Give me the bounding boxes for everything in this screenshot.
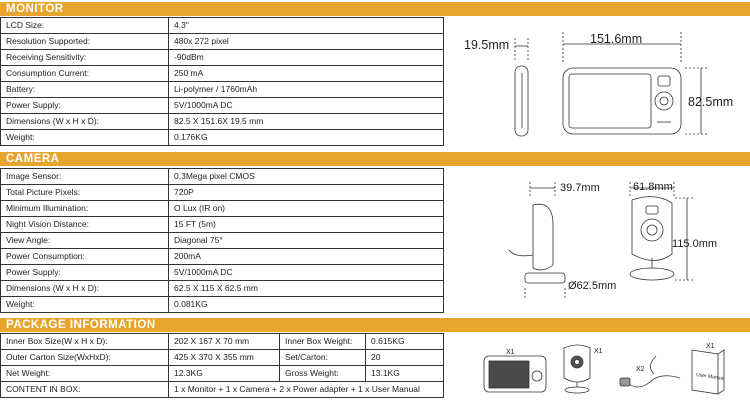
spec-value: Diagonal 75°	[169, 233, 444, 249]
spec-label: Receiving Sensitivity:	[1, 50, 169, 66]
table-row	[1, 350, 444, 366]
table-cell-value: 425 X 370 X 355 mm	[169, 350, 280, 366]
spec-value: 5V/1000mA DC	[169, 265, 444, 281]
table-row	[1, 114, 444, 130]
package-info-table	[0, 333, 444, 398]
table-cell-value: 202 X 167 X 70 mm	[169, 334, 280, 350]
manual-quantity-label: X1	[706, 343, 715, 350]
table-row	[1, 130, 444, 146]
table-row	[1, 185, 444, 201]
spec-label: Minimum Illumination:	[1, 201, 169, 217]
spec-label: Weight:	[1, 130, 169, 146]
spec-label: Power Consumption:	[1, 249, 169, 265]
table-row	[1, 297, 444, 313]
table-cell-label: Set/Carton:	[280, 350, 366, 366]
monitor-spec-table	[0, 17, 444, 146]
monitor-height-dimension: 82.5mm	[688, 95, 734, 109]
table-cell-label: Gross Weight:	[280, 366, 366, 382]
spec-label: Battery:	[1, 82, 169, 98]
table-row	[1, 18, 444, 34]
table-row	[1, 249, 444, 265]
table-row	[1, 334, 444, 350]
camera-base-dimension: Ø62.5mm	[568, 280, 617, 292]
manual-cover-text: User Manual	[695, 372, 725, 382]
table-row	[1, 233, 444, 249]
table-row	[1, 50, 444, 66]
table-row	[1, 265, 444, 281]
spec-label: Power Supply:	[1, 265, 169, 281]
table-cell-value: 12.3KG	[169, 366, 280, 382]
table-cell-value: 13.1KG	[366, 366, 444, 382]
spec-label: Resolution Supported:	[1, 34, 169, 50]
spec-value: -90dBm	[169, 50, 444, 66]
spec-label: Total Picture Pixels:	[1, 185, 169, 201]
spec-value: 250 mA	[169, 66, 444, 82]
spec-value: O Lux (IR on)	[169, 201, 444, 217]
spec-label: Consumption Current:	[1, 66, 169, 82]
monitor-section-header: MONITOR	[0, 2, 750, 16]
table-row	[1, 281, 444, 297]
spec-value: 4.3"	[169, 18, 444, 34]
monitor-depth-dimension: 19.5mm	[464, 38, 510, 52]
spec-label: Dimensions (W x H x D):	[1, 114, 169, 130]
table-row	[1, 34, 444, 50]
spec-value: 15 FT (5m)	[169, 217, 444, 233]
table-cell-value: 0.615KG	[366, 334, 444, 350]
table-cell-label: Inner Box Size(W x H x D):	[1, 334, 169, 350]
spec-label: Night Vision Distance:	[1, 217, 169, 233]
camera-height-dimension: 115.0mm	[672, 238, 718, 250]
table-cell-label: Outer Carton Size(WxHxD):	[1, 350, 169, 366]
spec-value: 720P	[169, 185, 444, 201]
spec-value: 62.5 X 115 X 62.5 mm	[169, 281, 444, 297]
spec-value: 480x 272 pixel	[169, 34, 444, 50]
spec-value: Li-polymer / 1760mAh	[169, 82, 444, 98]
spec-label: Power Supply:	[1, 98, 169, 114]
table-row	[1, 82, 444, 98]
camera-width-dimension: 61.8mm	[633, 181, 673, 193]
camera-quantity-label: X1	[594, 348, 603, 355]
monitor-quantity-label: X1	[506, 349, 515, 356]
monitor-width-dimension: 151.6mm	[590, 32, 643, 46]
table-row	[1, 169, 444, 185]
spec-label: Image Sensor:	[1, 169, 169, 185]
spec-label: Dimensions (W x H x D):	[1, 281, 169, 297]
package-section-header: PACKAGE INFORMATION	[0, 318, 750, 332]
table-cell-label: Inner Box Weight:	[280, 334, 366, 350]
spec-label: LCD Size:	[1, 18, 169, 34]
spec-label: Weight:	[1, 297, 169, 313]
spec-label: View Angle:	[1, 233, 169, 249]
spec-value: 0.081KG	[169, 297, 444, 313]
spec-value: 5V/1000mA DC	[169, 98, 444, 114]
table-row	[1, 366, 444, 382]
table-cell-label: Net Weight:	[1, 366, 169, 382]
spec-value: 200mA	[169, 249, 444, 265]
camera-spec-table	[0, 168, 444, 313]
table-cell-label: CONTENT IN BOX:	[1, 382, 169, 398]
table-row	[1, 217, 444, 233]
table-row	[1, 382, 444, 398]
table-row	[1, 201, 444, 217]
table-row	[1, 98, 444, 114]
spec-value: 0.3Mega pixel CMOS	[169, 169, 444, 185]
adapter-quantity-label: X2	[636, 366, 645, 373]
table-cell-value: 1 x Monitor + 1 x Camera + 2 x Power adapter + 1 x User Manual	[169, 382, 444, 398]
camera-section-header: CAMERA	[0, 152, 750, 166]
spec-value: 82.5 X 151.6X 19.5 mm	[169, 114, 444, 130]
spec-value: 0.176KG	[169, 130, 444, 146]
camera-depth-dimension: 39.7mm	[560, 182, 600, 194]
table-cell-value: 20	[366, 350, 444, 366]
table-row	[1, 66, 444, 82]
